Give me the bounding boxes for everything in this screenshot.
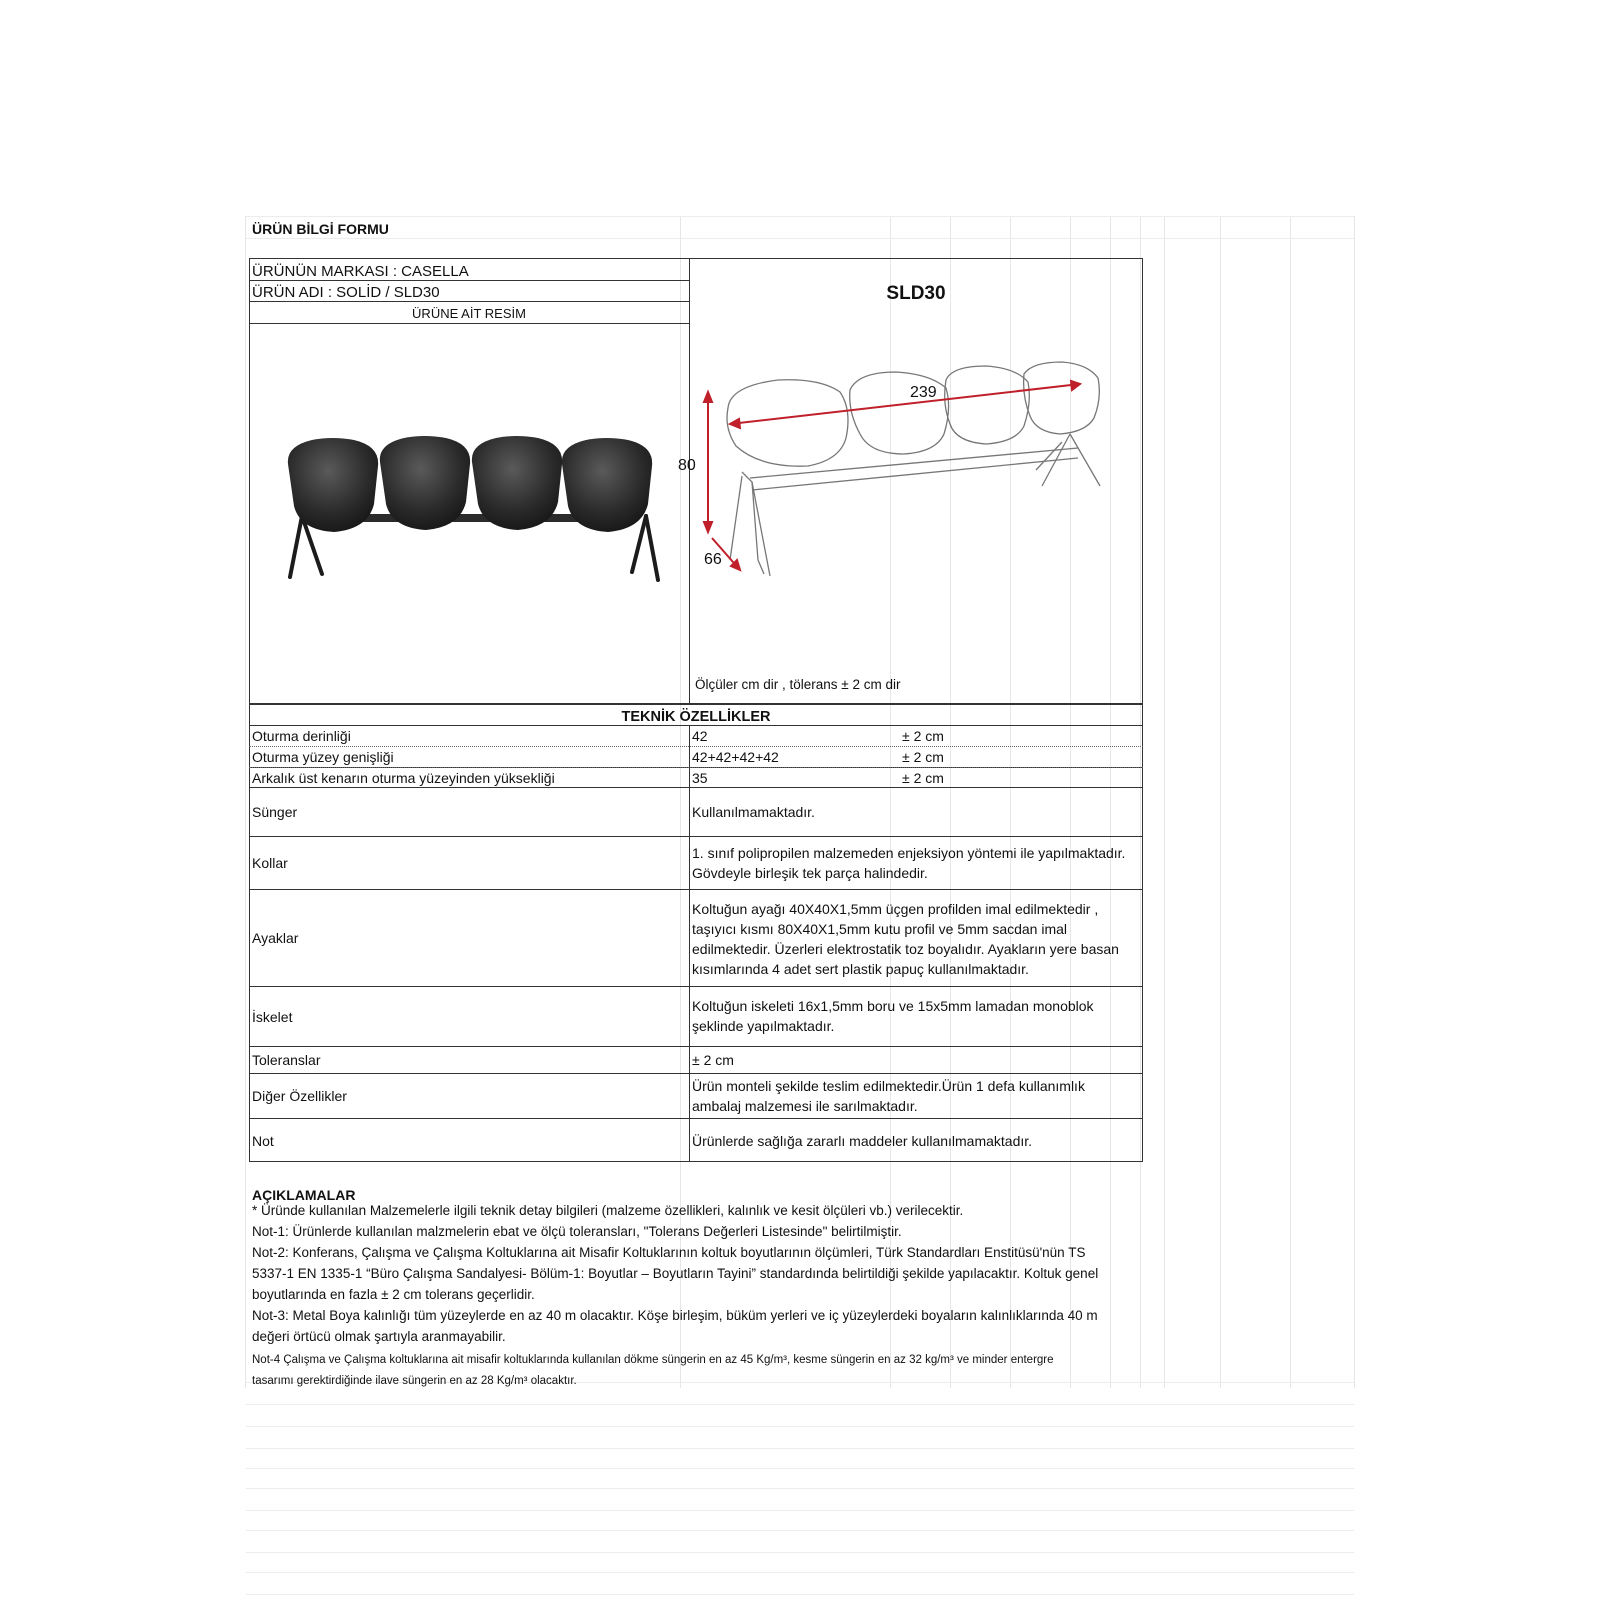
notes-title: AÇIKLAMALAR (252, 1187, 356, 1203)
note-line: boyutlarında en fazla ± 2 cm tolerans geçerlidir. (252, 1287, 535, 1302)
product-name-label: ÜRÜN ADI : SOLİD / SLD30 (252, 284, 440, 301)
note-4 (252, 1350, 1054, 1392)
note-line: * Üründe kullanılan Malzemelerle ilgili teknik detay bilgileri (malzeme özellikleri, kalınlık ve kesit ölçüleri vb.) verilecektir. (252, 1203, 964, 1218)
spec-value: Kullanılmamaktadır. (692, 804, 815, 820)
measure-label: Oturma derinliği (252, 728, 351, 744)
spec-value: ± 2 cm (692, 1052, 734, 1068)
spec-label: Not (252, 1132, 274, 1149)
note-line: Not-4 Çalışma ve Çalışma koltuklarına ait misafir koltuklarında kullanılan dökme süngerin en az 45 Kg/m³, kesme süngerin en az 32 kg/m³ ve minder entergre (252, 1354, 1054, 1366)
spec-label: Ayaklar (252, 930, 299, 946)
measure-tolerance: ± 2 cm (902, 749, 944, 765)
note-line: değeri örtücü olmak şartıyla aranmayabilir. (252, 1329, 506, 1344)
measure-label: Arkalık üst kenarın oturma yüzeyinden yüksekliği (252, 770, 555, 786)
width-dimension: 239 (910, 384, 937, 401)
tolerance-note: Ölçüler cm dir , tölerans ± 2 cm dir (695, 677, 901, 692)
form-title: ÜRÜN BİLGİ FORMU (252, 221, 389, 237)
note-line: 5337-1 EN 1335-1 “Büro Çalışma Sandalyesi- Bölüm-1: Boyutlar – Boyutların Tayini” standardında belirtildiği şekilde yapılacaktır. Koltuk genel (252, 1266, 1099, 1281)
spec-value: Koltuğun ayağı 40X40X1,5mm üçgen profilden imal edilmektedir , taşıyıcı kısmı 80X40X1,5mm kutu profil ve 5mm sacdan imal edilmektedir. Üzerleri elektrostatik toz boyalıdır. Ayakların yere basan kısımlarında 4 adet sert plastik papuç kullanılmaktadır. (692, 901, 1119, 977)
spec-label: Kollar (252, 855, 288, 871)
measure-value: 35 (692, 770, 708, 786)
brand-label: ÜRÜNÜN MARKASI : CASELLA (252, 263, 469, 280)
spec-label: Sünger (252, 804, 298, 820)
notes-list (252, 1200, 1098, 1347)
tech-header: TEKNİK ÖZELLİKLER (621, 709, 771, 725)
product-photo (250, 324, 688, 702)
technical-drawing (678, 350, 1140, 600)
measure-value: 42 (692, 728, 708, 744)
spec-label: Diğer Özellikler (252, 1088, 347, 1104)
height-dimension: 80 (678, 457, 696, 474)
model-code: SLD30 (886, 283, 946, 304)
spec-value: 1. sınıf polipropilen malzemeden enjeksiyon yöntemi ile yapılmaktadır. Gövdeyle birleşik tek parça halindedir. (692, 845, 1126, 881)
note-line: Not-2: Konferans, Çalışma ve Çalışma Koltuklarına ait Misafir Koltuklarının koltuk boyutlarının ölçümleri, Türk Standardları Enstitüsü'nün TS (252, 1245, 1086, 1260)
measure-tolerance: ± 2 cm (902, 728, 944, 744)
spec-value: Ürünlerde sağlığa zararlı maddeler kullanılmamaktadır. (692, 1132, 1033, 1149)
measure-value: 42+42+42+42 (692, 749, 779, 765)
note-line: tasarımı gerektirdiğinde ilave süngerin en az 28 Kg/m³ olacaktır. (252, 1375, 577, 1387)
spec-label: İskelet (252, 1008, 293, 1025)
spec-value: Koltuğun iskeleti 16x1,5mm boru ve 15x5mm lamadan monoblok şeklinde yapılmaktadır. (692, 998, 1094, 1034)
measure-label: Oturma yüzey genişliği (252, 749, 394, 765)
note-line: Not-3: Metal Boya kalınlığı tüm yüzeylerde en az 40 m olacaktır. Köşe birleşim, büküm yerleri ve iç yüzeylerdeki boyaların kalınlıklarında 40 m (252, 1308, 1098, 1323)
image-header: ÜRÜNE AİT RESİM (412, 306, 526, 321)
spec-label: Toleranslar (252, 1052, 321, 1068)
spec-value: Ürün monteli şekilde teslim edilmektedir.Ürün 1 defa kullanımlık ambalaj malzemesi ile sarılmaktadır. (692, 1078, 1085, 1114)
note-line: Not-1: Ürünlerde kullanılan malzmelerin ebat ve ölçü toleransları, "Tolerans Değerleri Listesinde" belirtilmiştir. (252, 1224, 902, 1239)
depth-dimension: 66 (704, 551, 722, 568)
measure-tolerance: ± 2 cm (902, 770, 944, 786)
